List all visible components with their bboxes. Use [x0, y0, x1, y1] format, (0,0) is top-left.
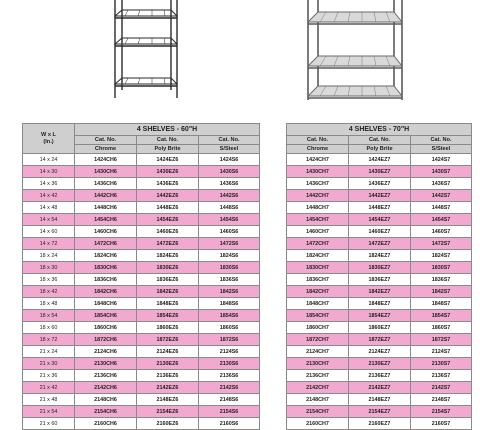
catalog-number-cell: 2142CH6 [75, 382, 137, 394]
table-row [287, 154, 472, 166]
size-cell: 14 x 24 [23, 154, 75, 166]
catalog-number-cell: 1424S6 [199, 154, 260, 166]
table-row [23, 298, 260, 310]
group-title: 4 SHELVES - 60"H [75, 124, 260, 136]
table-row [23, 418, 260, 430]
col2-header-top: Cat. No. [349, 136, 411, 145]
catalog-number-cell: 1460EZ7 [349, 226, 411, 238]
table-row [287, 310, 472, 322]
size-cell: 21 x 42 [23, 382, 75, 394]
catalog-number-cell: 1848CH6 [75, 298, 137, 310]
catalog-number-cell: 1460CH6 [75, 226, 137, 238]
catalog-number-cell: 1454S6 [199, 214, 260, 226]
catalog-number-cell: 1848S7 [411, 298, 472, 310]
table-row [287, 298, 472, 310]
size-cell: 14 x 30 [23, 166, 75, 178]
catalog-number-cell: 1872CH6 [75, 334, 137, 346]
catalog-number-cell: 1860CH7 [287, 322, 349, 334]
catalog-number-cell: 2130EZ6 [137, 358, 199, 370]
catalog-number-cell: 1836CH7 [287, 274, 349, 286]
size-cell: 14 x 48 [23, 202, 75, 214]
catalog-number-cell: 1854CH6 [75, 310, 137, 322]
catalog-number-cell: 1454S7 [411, 214, 472, 226]
table-row [23, 178, 260, 190]
size-cell: 18 x 60 [23, 322, 75, 334]
table-row [287, 382, 472, 394]
catalog-number-cell: 1436CH6 [75, 178, 137, 190]
size-cell: 21 x 36 [23, 370, 75, 382]
catalog-number-cell: 1442EZ6 [137, 190, 199, 202]
catalog-number-cell: 1460CH7 [287, 226, 349, 238]
catalog-number-cell: 1442CH7 [287, 190, 349, 202]
size-cell: 14 x 36 [23, 178, 75, 190]
col2-header-bottom: Poly Brite [349, 145, 411, 154]
catalog-number-cell: 1830EZ6 [137, 262, 199, 274]
catalog-number-cell: 1842S6 [199, 286, 260, 298]
catalog-number-cell: 1830S6 [199, 262, 260, 274]
col3-header-top: Cat. No. [199, 136, 260, 145]
catalog-number-cell: 1836EZ6 [137, 274, 199, 286]
table-row [287, 334, 472, 346]
table-row [287, 178, 472, 190]
catalog-number-cell: 2154CH6 [75, 406, 137, 418]
catalog-number-cell: 2124S6 [199, 346, 260, 358]
catalog-number-cell: 2154S7 [411, 406, 472, 418]
catalog-number-cell: 1842EZ6 [137, 286, 199, 298]
table-row [23, 238, 260, 250]
catalog-number-cell: 1830S7 [411, 262, 472, 274]
table-row [23, 322, 260, 334]
catalog-number-cell: 1472S6 [199, 238, 260, 250]
table-row [287, 166, 472, 178]
catalog-number-cell: 2160CH7 [287, 418, 349, 430]
col1-header-bottom: Chrome [287, 145, 349, 154]
catalog-number-cell: 2148EZ7 [349, 394, 411, 406]
size-cell: 18 x 24 [23, 250, 75, 262]
table-row [23, 250, 260, 262]
catalog-number-cell: 1872EZ6 [137, 334, 199, 346]
size-header-bottom: (In.) [43, 138, 54, 145]
catalog-number-cell: 2148CH7 [287, 394, 349, 406]
catalog-number-cell: 1430EZ6 [137, 166, 199, 178]
catalog-number-cell: 1824CH7 [287, 250, 349, 262]
table-row [23, 310, 260, 322]
size-cell: 18 x 72 [23, 334, 75, 346]
catalog-number-cell: 1830EZ7 [349, 262, 411, 274]
col1-header-top: Cat. No. [75, 136, 137, 145]
catalog-number-cell: 1854CH7 [287, 310, 349, 322]
catalog-number-cell: 2124CH7 [287, 346, 349, 358]
size-cell: 21 x 48 [23, 394, 75, 406]
catalog-number-cell: 2124CH6 [75, 346, 137, 358]
size-cell: 14 x 60 [23, 226, 75, 238]
size-cell: 14 x 42 [23, 190, 75, 202]
catalog-number-cell: 1824CH6 [75, 250, 137, 262]
catalog-number-cell: 2124EZ7 [349, 346, 411, 358]
catalog-number-cell: 1448S7 [411, 202, 472, 214]
table-row [287, 190, 472, 202]
table-row [23, 166, 260, 178]
catalog-number-cell: 1424EZ7 [349, 154, 411, 166]
size-cell: 21 x 60 [23, 418, 75, 430]
catalog-number-cell: 2154EZ6 [137, 406, 199, 418]
catalog-number-cell: 1860EZ7 [349, 322, 411, 334]
catalog-number-cell: 1824EZ6 [137, 250, 199, 262]
col2-header-bottom: Poly Brite [137, 145, 199, 154]
table-row [287, 202, 472, 214]
catalog-number-cell: 1448CH6 [75, 202, 137, 214]
black-wire-shelving-image [95, 0, 195, 100]
size-header-top: W x L [41, 131, 56, 138]
catalog-number-cell: 1872S6 [199, 334, 260, 346]
catalog-number-cell: 1430CH6 [75, 166, 137, 178]
size-cell: 18 x 42 [23, 286, 75, 298]
catalog-number-cell: 1430S6 [199, 166, 260, 178]
table-row [23, 214, 260, 226]
catalog-number-cell: 1872EZ7 [349, 334, 411, 346]
right-spec-table [286, 123, 472, 430]
catalog-number-cell: 1436EZ6 [137, 178, 199, 190]
catalog-number-cell: 1836S7 [411, 274, 472, 286]
table-row [23, 226, 260, 238]
catalog-number-cell: 2130CH7 [287, 358, 349, 370]
size-cell: 14 x 72 [23, 238, 75, 250]
catalog-number-cell: 1824S7 [411, 250, 472, 262]
size-cell: 18 x 48 [23, 298, 75, 310]
catalog-number-cell: 1872S7 [411, 334, 472, 346]
catalog-number-cell: 1860EZ6 [137, 322, 199, 334]
catalog-number-cell: 2160EZ7 [349, 418, 411, 430]
catalog-number-cell: 1854EZ7 [349, 310, 411, 322]
catalog-number-cell: 1442EZ7 [349, 190, 411, 202]
catalog-number-cell: 1860S6 [199, 322, 260, 334]
catalog-number-cell: 1860CH6 [75, 322, 137, 334]
catalog-number-cell: 1872CH7 [287, 334, 349, 346]
table-row [23, 370, 260, 382]
table-row [287, 418, 472, 430]
size-header [23, 124, 75, 154]
catalog-number-cell: 1424S7 [411, 154, 472, 166]
catalog-number-cell: 2154S6 [199, 406, 260, 418]
catalog-number-cell: 1448EZ6 [137, 202, 199, 214]
catalog-number-cell: 1430CH7 [287, 166, 349, 178]
catalog-number-cell: 2136CH6 [75, 370, 137, 382]
catalog-number-cell: 1842S7 [411, 286, 472, 298]
catalog-number-cell: 2160EZ6 [137, 418, 199, 430]
catalog-number-cell: 1460S7 [411, 226, 472, 238]
catalog-number-cell: 2136S7 [411, 370, 472, 382]
catalog-number-cell: 1848CH7 [287, 298, 349, 310]
catalog-number-cell: 1848EZ7 [349, 298, 411, 310]
catalog-number-cell: 2136EZ6 [137, 370, 199, 382]
catalog-number-cell: 2148EZ6 [137, 394, 199, 406]
catalog-number-cell: 2148S7 [411, 394, 472, 406]
catalog-number-cell: 1424EZ6 [137, 154, 199, 166]
table-row [287, 346, 472, 358]
col2-header-top: Cat. No. [137, 136, 199, 145]
col1-header-top: Cat. No. [287, 136, 349, 145]
catalog-number-cell: 1454CH7 [287, 214, 349, 226]
catalog-number-cell: 1836CH6 [75, 274, 137, 286]
catalog-number-cell: 1848EZ6 [137, 298, 199, 310]
table-row [287, 214, 472, 226]
group-title: 4 SHELVES - 70"H [287, 124, 472, 136]
table-row [287, 322, 472, 334]
size-cell: 21 x 30 [23, 358, 75, 370]
catalog-number-cell: 2130S6 [199, 358, 260, 370]
table-row [287, 238, 472, 250]
table-row [23, 274, 260, 286]
table-row [23, 358, 260, 370]
catalog-number-cell: 2154EZ7 [349, 406, 411, 418]
catalog-number-cell: 1448EZ7 [349, 202, 411, 214]
catalog-number-cell: 1424CH7 [287, 154, 349, 166]
col1-header-bottom: Chrome [75, 145, 137, 154]
stainless-wire-shelving-image [290, 0, 420, 110]
catalog-number-cell: 1830CH7 [287, 262, 349, 274]
table-row [23, 190, 260, 202]
catalog-number-cell: 2142EZ7 [349, 382, 411, 394]
table-row [287, 262, 472, 274]
catalog-number-cell: 1824EZ7 [349, 250, 411, 262]
table-row [23, 406, 260, 418]
catalog-number-cell: 1854EZ6 [137, 310, 199, 322]
size-cell: 14 x 54 [23, 214, 75, 226]
catalog-number-cell: 1436EZ7 [349, 178, 411, 190]
table-row [287, 358, 472, 370]
catalog-number-cell: 1472S7 [411, 238, 472, 250]
catalog-number-cell: 1472EZ7 [349, 238, 411, 250]
left-table-body [23, 154, 260, 430]
col3-header-top: Cat. No. [411, 136, 472, 145]
catalog-number-cell: 2160S7 [411, 418, 472, 430]
table-row [23, 202, 260, 214]
catalog-number-cell: 2130EZ7 [349, 358, 411, 370]
catalog-number-cell: 1460EZ6 [137, 226, 199, 238]
size-cell: 18 x 36 [23, 274, 75, 286]
catalog-number-cell: 1472CH6 [75, 238, 137, 250]
table-row [23, 286, 260, 298]
catalog-number-cell: 1430EZ7 [349, 166, 411, 178]
catalog-number-cell: 1824S6 [199, 250, 260, 262]
size-cell: 18 x 30 [23, 262, 75, 274]
left-spec-table [22, 123, 260, 430]
catalog-number-cell: 1472CH7 [287, 238, 349, 250]
table-row [287, 406, 472, 418]
catalog-number-cell: 2130S7 [411, 358, 472, 370]
catalog-number-cell: 1448S6 [199, 202, 260, 214]
catalog-number-cell: 1860S7 [411, 322, 472, 334]
catalog-number-cell: 1436S7 [411, 178, 472, 190]
table-row [287, 286, 472, 298]
table-row [23, 154, 260, 166]
catalog-number-cell: 2148CH6 [75, 394, 137, 406]
catalog-number-cell: 1436S6 [199, 178, 260, 190]
catalog-number-cell: 1454EZ6 [137, 214, 199, 226]
catalog-number-cell: 2142EZ6 [137, 382, 199, 394]
catalog-number-cell: 1448CH7 [287, 202, 349, 214]
catalog-number-cell: 1454CH6 [75, 214, 137, 226]
size-cell: 18 x 54 [23, 310, 75, 322]
catalog-number-cell: 1460S6 [199, 226, 260, 238]
catalog-number-cell: 1424CH6 [75, 154, 137, 166]
table-row [287, 250, 472, 262]
table-row [287, 274, 472, 286]
catalog-number-cell: 1830CH6 [75, 262, 137, 274]
size-cell: 21 x 54 [23, 406, 75, 418]
catalog-number-cell: 2136EZ7 [349, 370, 411, 382]
table-row [287, 370, 472, 382]
table-row [23, 382, 260, 394]
catalog-number-cell: 1454EZ7 [349, 214, 411, 226]
catalog-number-cell: 2142S6 [199, 382, 260, 394]
catalog-number-cell: 2136CH7 [287, 370, 349, 382]
catalog-number-cell: 2124S7 [411, 346, 472, 358]
catalog-number-cell: 1842CH6 [75, 286, 137, 298]
catalog-number-cell: 1442S6 [199, 190, 260, 202]
catalog-number-cell: 2148S6 [199, 394, 260, 406]
catalog-number-cell: 2142CH7 [287, 382, 349, 394]
catalog-number-cell: 2142S7 [411, 382, 472, 394]
catalog-number-cell: 1842CH7 [287, 286, 349, 298]
size-cell: 21 x 24 [23, 346, 75, 358]
catalog-number-cell: 1442CH6 [75, 190, 137, 202]
catalog-number-cell: 2124EZ6 [137, 346, 199, 358]
catalog-number-cell: 2160S6 [199, 418, 260, 430]
col3-header-bottom: S/Steel [411, 145, 472, 154]
table-row [287, 226, 472, 238]
catalog-number-cell: 1436CH7 [287, 178, 349, 190]
table-row [23, 346, 260, 358]
catalog-number-cell: 1430S7 [411, 166, 472, 178]
catalog-number-cell: 1854S6 [199, 310, 260, 322]
table-row [23, 262, 260, 274]
catalog-number-cell: 1848S6 [199, 298, 260, 310]
catalog-number-cell: 1842EZ7 [349, 286, 411, 298]
col3-header-bottom: S/Steel [199, 145, 260, 154]
table-row [23, 334, 260, 346]
catalog-number-cell: 1472EZ6 [137, 238, 199, 250]
catalog-number-cell: 1854S7 [411, 310, 472, 322]
catalog-number-cell: 2130CH6 [75, 358, 137, 370]
right-table-body [287, 154, 472, 430]
catalog-number-cell: 1836EZ7 [349, 274, 411, 286]
catalog-number-cell: 1442S7 [411, 190, 472, 202]
catalog-number-cell: 2136S6 [199, 370, 260, 382]
catalog-number-cell: 2154CH7 [287, 406, 349, 418]
catalog-number-cell: 1836S6 [199, 274, 260, 286]
catalog-number-cell: 2160CH6 [75, 418, 137, 430]
